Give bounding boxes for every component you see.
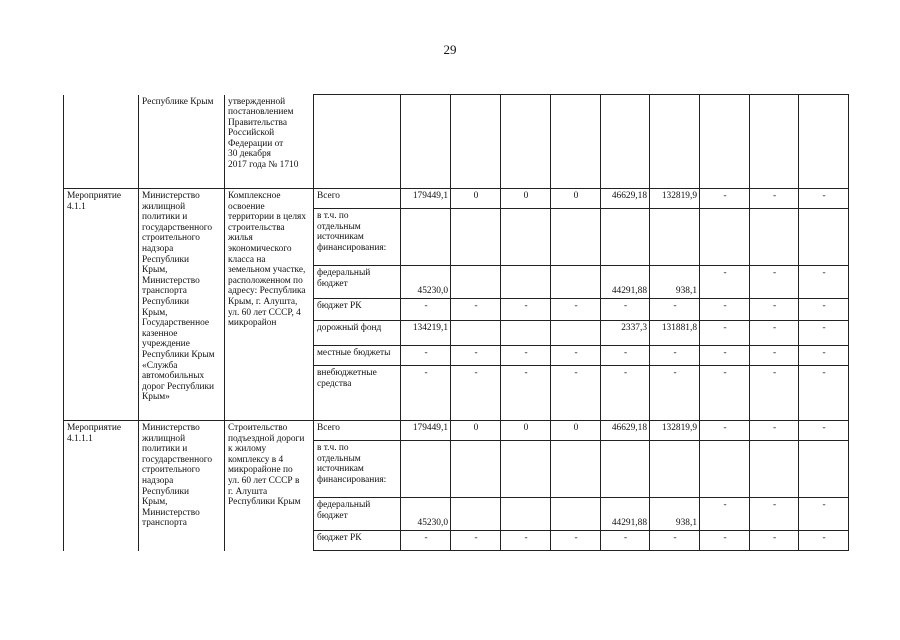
value-cell — [401, 95, 451, 189]
value-cell: 0 — [501, 189, 551, 209]
funding-table — [63, 94, 849, 551]
value-cell: - — [799, 266, 849, 299]
value-cell: - — [451, 346, 501, 366]
source-cell: федеральный бюджет — [314, 266, 401, 299]
value-cell: 938,1 — [650, 498, 700, 531]
value-cell: - — [501, 366, 551, 421]
total-value-cell — [401, 209, 451, 266]
value-cell: - — [650, 366, 700, 421]
value-cell: - — [601, 531, 650, 551]
value-cell: - — [551, 346, 601, 366]
value-cell — [501, 95, 551, 189]
value-cell: - — [750, 346, 799, 366]
source-cell: внебюджетные средства — [314, 366, 401, 421]
value-cell: - — [451, 531, 501, 551]
source-cell: федеральный бюджет — [314, 498, 401, 531]
value-cell: - — [700, 189, 750, 209]
value-cell: - — [799, 189, 849, 209]
value-cell — [601, 95, 650, 189]
value-cell: - — [799, 498, 849, 531]
value-cell: - — [650, 299, 700, 321]
value-cell: 0 — [551, 189, 601, 209]
total-value-cell: - — [401, 346, 451, 366]
value-cell: - — [650, 531, 700, 551]
source-cell — [314, 95, 401, 189]
value-cell: - — [799, 531, 849, 551]
total-value-cell: 134219,1 — [401, 321, 451, 346]
event-cell — [64, 95, 139, 189]
value-cell: 46629,18 — [601, 189, 650, 209]
value-cell — [451, 498, 501, 531]
value-cell: - — [799, 346, 849, 366]
value-cell: - — [750, 321, 799, 346]
value-cell — [451, 441, 501, 498]
value-cell: - — [551, 531, 601, 551]
value-cell — [601, 209, 650, 266]
page-number: 29 — [443, 42, 457, 57]
source-cell: бюджет РК — [314, 299, 401, 321]
value-cell — [451, 321, 501, 346]
value-cell — [650, 441, 700, 498]
value-cell — [551, 321, 601, 346]
value-cell: - — [700, 321, 750, 346]
value-cell: - — [551, 366, 601, 421]
event-cell: Мероприятие 4.1.1 — [64, 189, 139, 421]
value-cell: 0 — [451, 421, 501, 441]
total-value-cell: - — [401, 531, 451, 551]
value-cell: - — [551, 299, 601, 321]
value-cell: - — [700, 421, 750, 441]
source-cell: в т.ч. по отдельным источникам финансирования: — [314, 209, 401, 266]
value-cell — [501, 498, 551, 531]
value-cell: 132819,9 — [650, 189, 700, 209]
event-cell: Мероприятие 4.1.1.1 — [64, 421, 139, 551]
total-value-cell: 179449,1 — [401, 421, 451, 441]
value-cell: - — [750, 299, 799, 321]
value-cell: - — [799, 421, 849, 441]
source-cell: местные бюджеты — [314, 346, 401, 366]
value-cell — [451, 95, 501, 189]
value-cell: - — [501, 346, 551, 366]
value-cell: - — [799, 366, 849, 421]
value-cell: - — [501, 299, 551, 321]
value-cell: - — [451, 299, 501, 321]
table-row — [64, 421, 849, 441]
source-cell: бюджет РК — [314, 531, 401, 551]
value-cell: 131881,8 — [650, 321, 700, 346]
value-cell: - — [700, 266, 750, 299]
value-cell — [501, 209, 551, 266]
value-cell: - — [750, 531, 799, 551]
value-cell: - — [700, 366, 750, 421]
value-cell — [700, 95, 750, 189]
description-cell: Строительство подъездной дороги к жилому комплексу в 4 микрорайоне по ул. 60 лет СССР в г. Алушта Республики Крым — [225, 421, 314, 551]
value-cell: 0 — [501, 421, 551, 441]
table-row — [64, 189, 849, 209]
value-cell: - — [700, 498, 750, 531]
total-value-cell — [401, 441, 451, 498]
value-cell — [551, 209, 601, 266]
value-cell — [601, 441, 650, 498]
total-value-cell: - — [401, 366, 451, 421]
value-cell — [650, 95, 700, 189]
document-cell: утвержденной постановлением Правительства Российской Федерации от 30 декабря 2017 года № 1710 — [225, 95, 314, 189]
value-cell — [501, 321, 551, 346]
value-cell: - — [700, 346, 750, 366]
value-cell: - — [799, 321, 849, 346]
table-body — [64, 95, 849, 551]
value-cell: - — [501, 531, 551, 551]
value-cell — [451, 209, 501, 266]
total-value-cell: 45230,0 — [401, 266, 451, 299]
description-cell: Комплексное освоение территории в целях строительства жилья экономического класса на земельном участке, расположенном по адресу: Республика Крым, г. Алушта, ул. 60 лет СССР, 4 микрорайон — [225, 189, 314, 421]
value-cell: - — [750, 366, 799, 421]
value-cell: - — [601, 346, 650, 366]
value-cell — [700, 441, 750, 498]
value-cell: - — [601, 366, 650, 421]
intro-row — [64, 95, 849, 189]
value-cell — [650, 209, 700, 266]
total-value-cell: 45230,0 — [401, 498, 451, 531]
value-cell: 938,1 — [650, 266, 700, 299]
value-cell — [799, 209, 849, 266]
source-cell: дорожный фонд — [314, 321, 401, 346]
value-cell: 44291,88 — [601, 266, 650, 299]
value-cell — [551, 95, 601, 189]
value-cell: - — [650, 346, 700, 366]
value-cell: - — [451, 366, 501, 421]
value-cell: 132819,9 — [650, 421, 700, 441]
value-cell — [700, 209, 750, 266]
value-cell: - — [750, 266, 799, 299]
value-cell: - — [700, 299, 750, 321]
value-cell: - — [700, 531, 750, 551]
executor-cell: Республике Крым — [139, 95, 225, 189]
value-cell — [551, 441, 601, 498]
value-cell: 46629,18 — [601, 421, 650, 441]
value-cell: - — [750, 498, 799, 531]
value-cell: - — [601, 299, 650, 321]
value-cell — [501, 266, 551, 299]
executor-cell: Министерство жилищной политики и государственного строительного надзора Республики Крым, Министерство транспорта — [139, 421, 225, 551]
value-cell: 44291,88 — [601, 498, 650, 531]
value-cell: - — [750, 421, 799, 441]
source-cell: в т.ч. по отдельным источникам финансирования: — [314, 441, 401, 498]
value-cell — [750, 95, 799, 189]
value-cell: 0 — [451, 189, 501, 209]
value-cell — [750, 209, 799, 266]
source-cell: Всего — [314, 421, 401, 441]
value-cell: - — [799, 299, 849, 321]
value-cell — [799, 441, 849, 498]
value-cell — [451, 266, 501, 299]
executor-cell: Министерство жилищной политики и государственного строительного надзора Республики Крым, Министерство транспорта Республики Крым, Государственное казенное учреждение Республики Крым «Служба автомобильных дорог Республики Крым» — [139, 189, 225, 421]
value-cell — [799, 95, 849, 189]
source-cell: Всего — [314, 189, 401, 209]
value-cell — [551, 498, 601, 531]
total-value-cell: - — [401, 299, 451, 321]
value-cell: - — [750, 189, 799, 209]
value-cell: 0 — [551, 421, 601, 441]
value-cell — [501, 441, 551, 498]
value-cell — [750, 441, 799, 498]
value-cell: 2337,3 — [601, 321, 650, 346]
total-value-cell: 179449,1 — [401, 189, 451, 209]
value-cell — [551, 266, 601, 299]
